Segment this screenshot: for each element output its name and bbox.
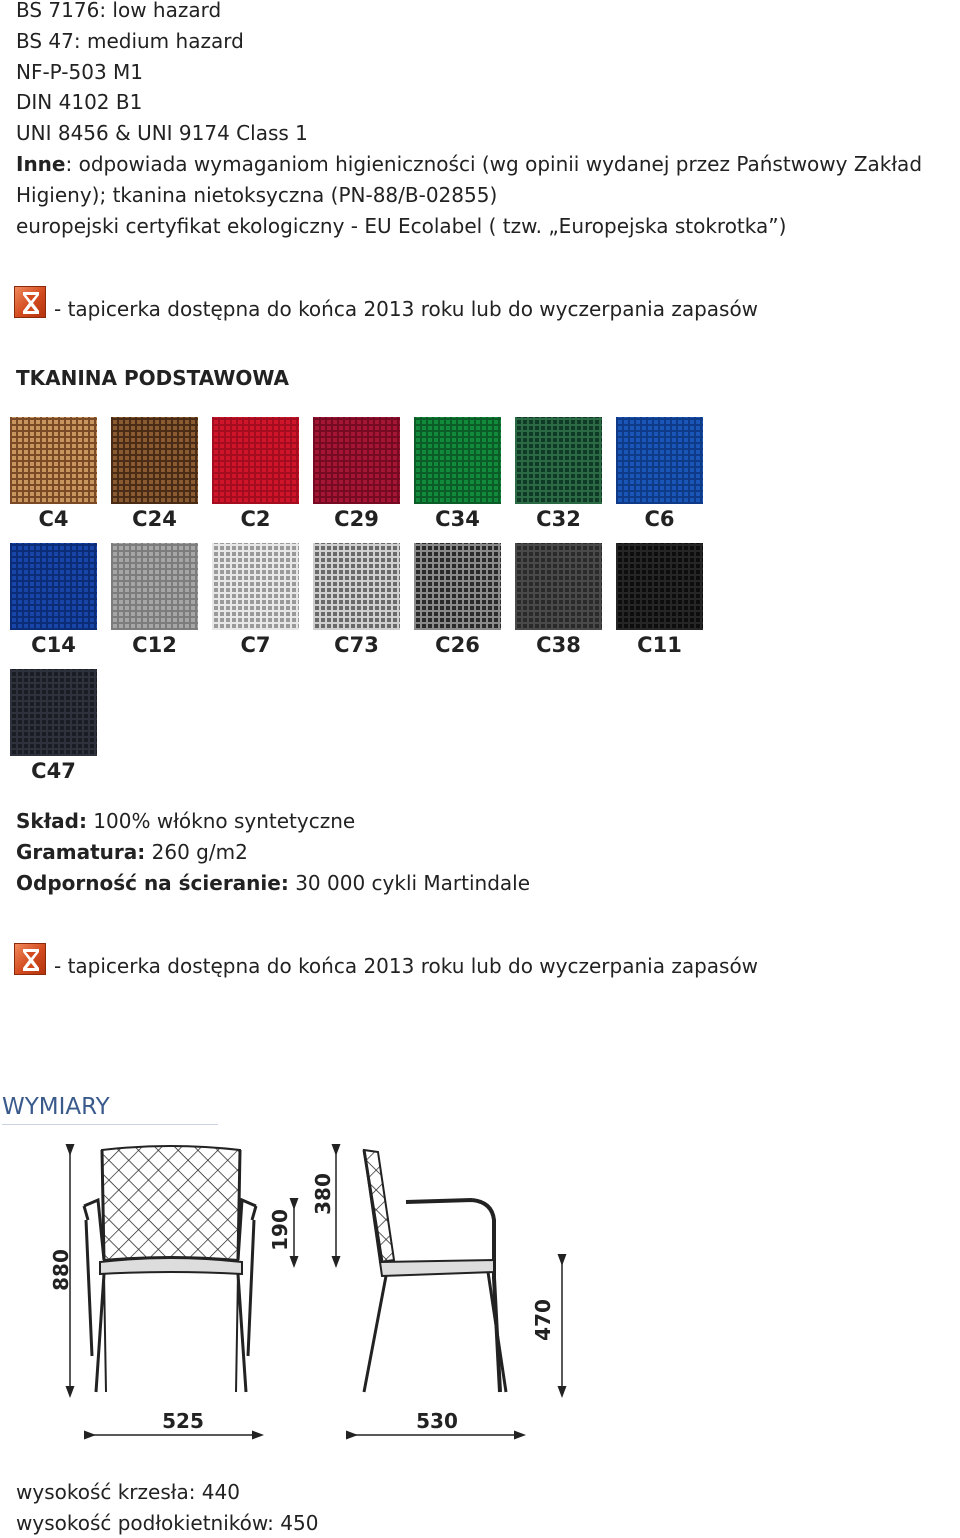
fabric-code: C29 <box>334 507 379 531</box>
dimensions-divider <box>2 1124 218 1125</box>
standard-bs47: BS 47: medium hazard <box>16 29 244 53</box>
other-label: Inne <box>16 152 66 176</box>
fabric-swatch <box>212 543 299 630</box>
availability-note-text: - tapicerka dostępna do końca 2013 roku lub do wyczerpania zapasów <box>54 297 759 321</box>
fabric-swatch <box>212 417 299 504</box>
fabric-swatch <box>111 417 198 504</box>
fabric-code: C14 <box>31 633 76 657</box>
fabric-swatch <box>10 543 97 630</box>
fabric-swatch <box>414 417 501 504</box>
spec-composition-label: Skład: <box>16 809 87 833</box>
fabric-swatch <box>616 543 703 630</box>
hourglass-icon <box>14 286 46 318</box>
fabric-code: C12 <box>132 633 177 657</box>
fabric-code: C4 <box>38 507 69 531</box>
dim-arm-label: 190 <box>268 1209 292 1251</box>
fabric-section-title: TKANINA PODSTAWOWA <box>16 366 290 390</box>
front-view <box>84 1146 256 1392</box>
fabric-swatch <box>313 417 400 504</box>
dim-width-label: 525 <box>162 1409 204 1433</box>
dimensions-title: WYMIARY <box>2 1094 110 1120</box>
footer-chair-height: wysokość krzesła: 440 <box>16 1480 240 1504</box>
fabric-swatch <box>515 417 602 504</box>
availability-note-text: - tapicerka dostępna do końca 2013 roku lub do wyczerpania zapasów <box>54 954 759 978</box>
spec-abrasion-value: 30 000 cykli Martindale <box>288 871 531 895</box>
spec-weight-label: Gramatura: <box>16 840 146 864</box>
side-view <box>364 1150 506 1392</box>
fabric-code: C2 <box>240 507 271 531</box>
fabric-code: C34 <box>435 507 480 531</box>
standard-bs7176: BS 7176: low hazard <box>16 0 222 22</box>
footer-armrest-height: wysokość podłokietników: 450 <box>16 1511 319 1535</box>
spec-composition <box>16 806 355 836</box>
fabric-swatch <box>414 543 501 630</box>
fabric-code: C24 <box>132 507 177 531</box>
fabric-swatch <box>616 417 703 504</box>
other-line-2: Higieny); tkanina nietoksyczna (PN-88/B-02855) <box>16 183 498 207</box>
fabric-code: C38 <box>536 633 581 657</box>
fabric-swatch <box>313 543 400 630</box>
dim-seat-label: 470 <box>531 1299 555 1341</box>
spec-weight-value: 260 g/m2 <box>145 840 248 864</box>
dim-depth-label: 530 <box>416 1409 458 1433</box>
fabric-swatch <box>10 417 97 504</box>
spec-weight <box>16 837 248 867</box>
spec-abrasion <box>16 868 530 898</box>
dim-back-label: 380 <box>311 1173 335 1215</box>
other-line-3: europejski certyfikat ekologiczny - EU Ecolabel ( tzw. „Europejska stokrotka”) <box>16 214 787 238</box>
dim-height-label: 880 <box>49 1249 73 1291</box>
fabric-code: C6 <box>644 507 675 531</box>
fabric-code: C32 <box>536 507 581 531</box>
other-text-1: : odpowiada wymaganiom higieniczności (wg opinii wydanej przez Państwowy Zakład <box>65 152 923 176</box>
fabric-code: C11 <box>637 633 682 657</box>
fabric-swatch <box>515 543 602 630</box>
fabric-code: C7 <box>240 633 271 657</box>
standard-uni: UNI 8456 & UNI 9174 Class 1 <box>16 121 308 145</box>
chair-dimension-drawing <box>0 1130 600 1450</box>
hourglass-icon <box>14 943 46 975</box>
other-line-1 <box>16 149 922 179</box>
spec-composition-value: 100% włókno syntetyczne <box>86 809 356 833</box>
fabric-code: C26 <box>435 633 480 657</box>
standard-din: DIN 4102 B1 <box>16 90 143 114</box>
standard-nf: NF-P-503 M1 <box>16 60 144 84</box>
fabric-swatch <box>111 543 198 630</box>
fabric-code: C73 <box>334 633 379 657</box>
spec-abrasion-label: Odporność na ścieranie: <box>16 871 289 895</box>
fabric-swatch <box>10 669 97 756</box>
fabric-code: C47 <box>31 759 76 783</box>
